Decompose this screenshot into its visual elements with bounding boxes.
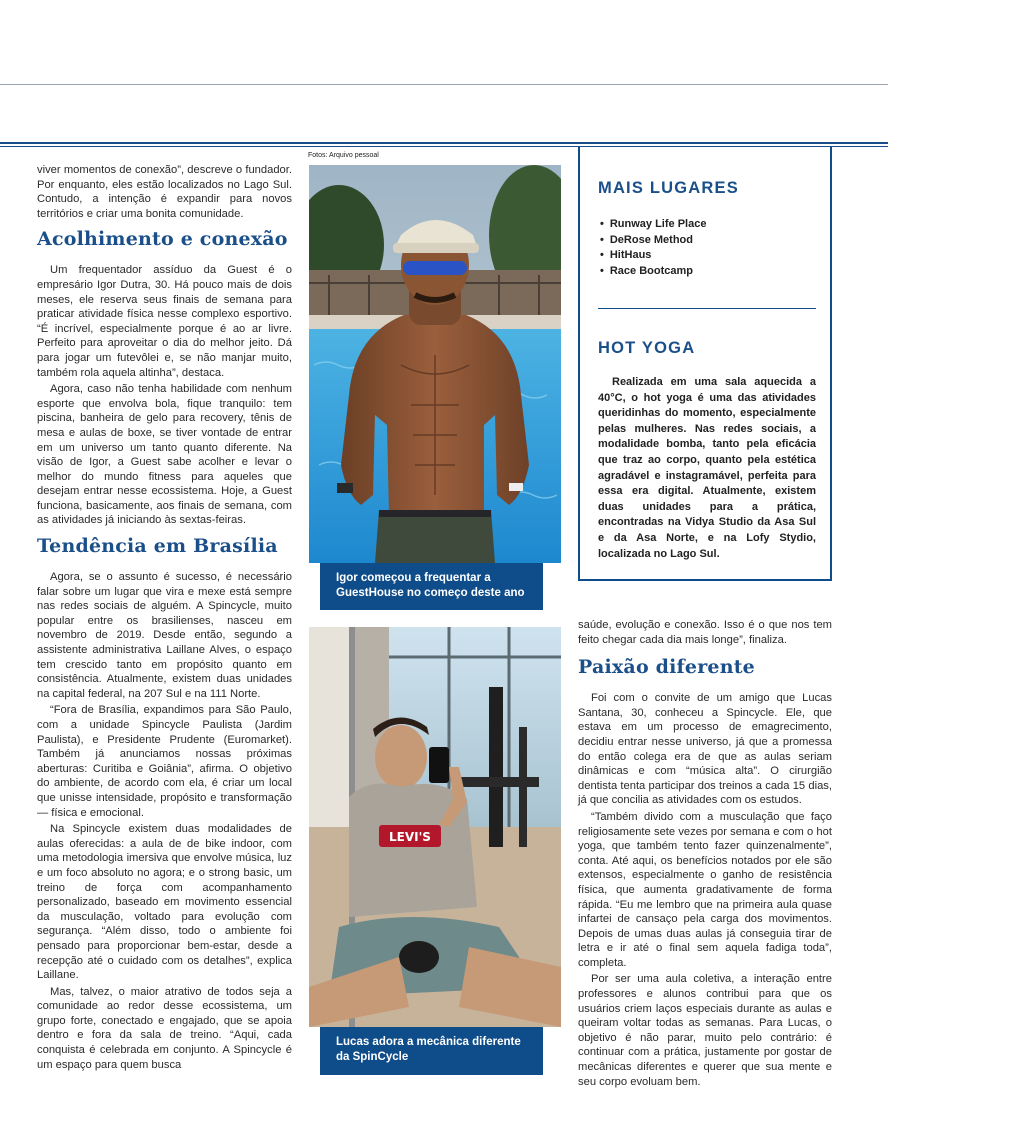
list-item: • Race Bootcamp <box>600 264 706 280</box>
paragraph: Agora, caso não tenha habilidade com nenhum esporte que envolva bola, fique tranquilo: tem piscina, banheira de gelo para recovery, tênis de mesa e aulas de boxe, se tiver vontade de entrar em um universo um tanto quanto diferente. Na visão de Igor, a Guest sabe acolher e levar o melhor do mundo fitness para aqueles que desejam entrar nesse ecossistema. Hoje, a Guest funciona, basicamente, aos finais de semana, com as atividades já iniciando às sextas-feiras. <box>37 383 292 527</box>
intro-paragraph: saúde, evolução e conexão. Isso é o que nos tem feito chegar cada dia mais longe”, finaliza. <box>578 619 832 646</box>
sidebar-box <box>578 147 832 581</box>
paragraph: “Fora de Brasília, expandimos para São Paulo, com a unidade Spincycle Paulista (Jardim Paulista), e Presidente Prudente (Euromarket). Também já anunciamos nossas próximas aberturas: Curitiba e Goiânia”, afirma. O objetivo do ambiente, de acordo com ela, é criar um local que unisse intensidade, propósito e transformação — física e emocional. <box>37 704 292 819</box>
sidebar-divider <box>598 308 816 309</box>
article-column-3 <box>578 618 832 1091</box>
section-heading: Paixão diferente <box>578 656 755 679</box>
paragraph: Um frequentador assíduo da Guest é o empresário Igor Dutra, 30. Há pouco mais de dois meses, ele reserva seus finais de semana para praticar atividade física nesse complexo esportivo. “É incrível, especialmente porque é ao ar livre. Perfeito para aproveitar o dia do melhor jeito. Dá para jogar um futevôlei e, se não manjar muito, também rola aquela altinha”, destaca. <box>37 264 292 379</box>
sidebar-title-mais-lugares: MAIS LUGARES <box>598 179 739 197</box>
sidebar-title-hot-yoga: HOT YOGA <box>598 339 696 357</box>
article-column-1 <box>37 163 292 1074</box>
paragraph: “Também divido com a musculação que faço religiosamente sete vezes por semana e com o hot yoga, que também tento fazer quinzenalmente”, conta. Até aqui, os benefícios notados por ele são extensos, especialmente o ganho de resistência física, que aumenta gradativamente de forma rápida. “Eu me lembro que na primeira aula quase infartei de cansaço pela carga dos movimentos. Depois de umas duas aulas já conseguia tirar de letra e ir até o final sem aquela fadiga toda”, completa. <box>578 810 832 969</box>
photo-credit: Fotos: Arquivo pessoal <box>308 152 379 159</box>
paragraph: Mas, talvez, o maior atrativo de todos seja a comunidade ao redor desse ecossistema, um grupo forte, conectado e engajado, que se apoia dentro e fora da sala de treino. “Aqui, cada conquista é celebrada em conjunto. A Spincycle é um espaço para quem busca <box>37 985 292 1071</box>
list-item: • HitHaus <box>600 248 706 264</box>
section-heading: Tendência em Brasília <box>37 535 278 558</box>
paragraph: Foi com o convite de um amigo que Lucas Santana, 30, conheceu a Spincycle. Ele, que estava em um processo de emagrecimento, decidiu entrar nesse universo, já que a promessa do então colega era de que as aulas seriam dinâmicas e com “música alta”. O cirurgião dentista tenta participar dos treinos a cada 15 dias, já que concilia as atividades com os estudos. <box>578 692 832 807</box>
photo-caption-box <box>320 563 543 610</box>
sidebar-text: Realizada em uma sala aquecida a 40°C, o hot yoga é uma das atividades queridinhas do momento, especialmente pelas mulheres. Nas redes sociais, a modalidade bomba, tanto pela eficácia que traz ao corpo, quanto pela estética agradável e instagramável, perfeita para essa era digital. Atualmente, existem duas unidades para a prática, encontradas na Vidya Studio da Asa Sul e da Asa Norte, e na Lofy Stydio, localizada no Lago Sul. <box>598 376 816 560</box>
shirt-logo: LEVI'S <box>389 830 431 844</box>
intro-paragraph: viver momentos de conexão”, descreve o fundador. Por enquanto, eles estão localizados no Lago Sul. Contudo, a intenção é expandir para novos territórios e criar uma bonita comunidade. <box>37 164 292 220</box>
photo-caption-box <box>320 1027 543 1075</box>
photo-lucas-gym <box>309 627 561 1027</box>
paragraph: Agora, se o assunto é sucesso, é necessário falar sobre um lugar que vira e mexe está sempre nas redes sociais de alguém. A Spincycle, muito popular entre os brasilienses, nasceu em novembro de 2019. Desde então, segundo a assistente administrativa Laillane Alves, o espaço tem crescido tanto em propósito quanto em consistência. Atualmente, existem duas unidades na capital federal, na 207 Sul e na 111 Norte. <box>37 571 292 700</box>
places-list <box>600 217 706 279</box>
photo-caption: Lucas adora a mecânica diferente da SpinCycle <box>336 1036 521 1063</box>
photo-igor-pool <box>309 165 561 563</box>
paragraph: Por ser uma aula coletiva, a interação entre professores e alunos contribui para que os usuários criem laços especiais durante as aulas e queiram voltar todas as semanas. Para Lucas, o objetivo é não parar, muito pelo contrário: é continuar com a prática, justamente por gostar de mecânicas diferentes e querer que sua mente e seu corpo evoluam bem. <box>578 973 832 1088</box>
paragraph: Na Spincycle existem duas modalidades de aulas oferecidas: a aula de de bike indoor, com uma metodologia imersiva que envolve música, luz e um foco absoluto no agora; e o strong basic, um treino de força com acompanhamento personalizado, baseado em movimento essencial da musculação, voltado para evolução com segurança. “Além disso, todo o ambiente foi pensado para proporcionar bem-estar, desde a recepção até o cuidado com os detalhes”, explica Laillane. <box>37 823 292 982</box>
section-heading: Acolhimento e conexão <box>37 228 288 251</box>
top-rule <box>0 84 888 85</box>
header-rule <box>0 142 888 144</box>
list-item: • Runway Life Place <box>600 217 706 233</box>
photo-caption: Igor começou a frequentar a GuestHouse no começo deste ano <box>336 572 525 599</box>
list-item: • DeRose Method <box>600 233 706 249</box>
